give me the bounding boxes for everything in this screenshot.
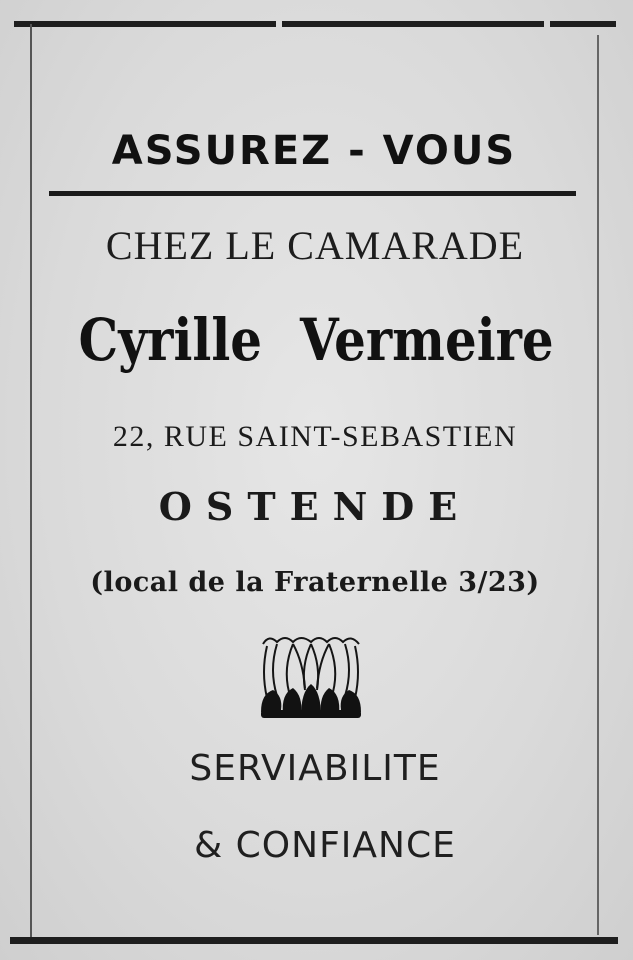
slogan-line-1: SERVIABILITE [189,748,441,789]
venue-note: (local de la Fraternelle 3/23) [90,567,540,598]
intro-line: CHEZ LE CAMARADE [105,223,525,268]
left-border-rule [30,24,32,940]
top-border-rule [14,21,616,27]
street-address: 22, RUE SAINT-SEBASTIEN [112,420,518,453]
headline-underline [49,191,576,196]
slogan-line-2: & CONFIANCE [194,825,456,866]
advertiser-name: Cyrille Vermeire [78,306,554,374]
tulip-crest-icon [253,632,369,722]
right-border-rule [597,35,599,935]
headline: ASSUREZ - VOUS [111,128,517,174]
bottom-border-rule [10,937,618,944]
city-name: OSTENDE [158,484,472,529]
